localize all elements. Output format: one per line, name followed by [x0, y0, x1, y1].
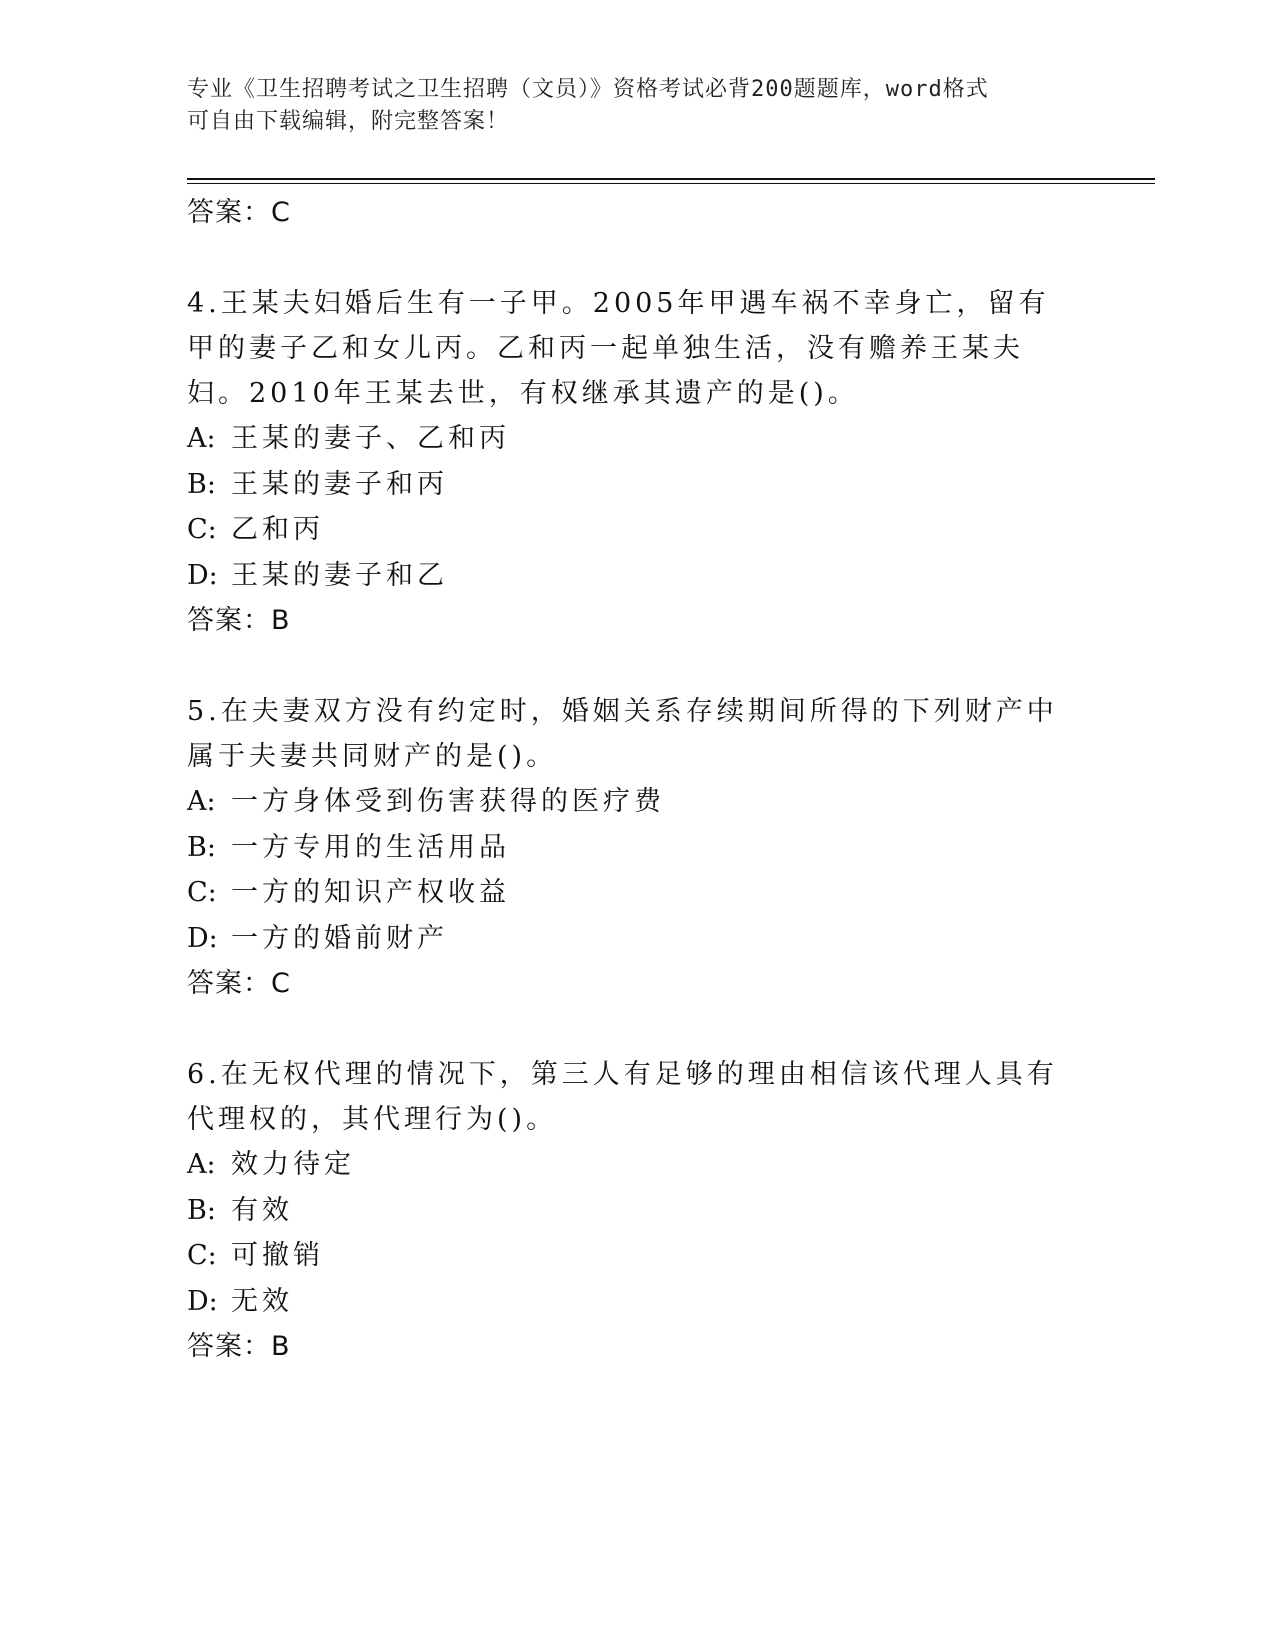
option-letter: C:	[187, 1240, 217, 1271]
option-d	[187, 1279, 1067, 1325]
option-text: 王某的妻子和乙	[231, 559, 448, 591]
question-6	[187, 1052, 1067, 1370]
option-letter: A:	[187, 786, 216, 817]
answer-line-3: 答案：C	[187, 197, 291, 228]
option-d	[187, 553, 1067, 599]
option-text: 效力待定	[231, 1149, 355, 1180]
option-text: 乙和丙	[231, 514, 324, 545]
answer-line: 答案：B	[187, 1331, 291, 1362]
option-text: 有效	[231, 1194, 293, 1226]
option-text: 一方的知识产权收益	[231, 877, 510, 908]
header-rule-thin	[187, 183, 1155, 184]
option-text: 王某的妻子、乙和丙	[231, 423, 510, 454]
option-a	[187, 1142, 1067, 1188]
page-header	[187, 74, 1067, 138]
option-letter: B:	[187, 468, 216, 500]
option-b	[187, 825, 1067, 871]
question-text: 6.在无权代理的情况下，第三人有足够的理由相信该代理人具有代理权的，其代理行为()。	[187, 1059, 1058, 1135]
question-text: 4.王某夫妇婚后生有一子甲。2005年甲遇车祸不幸身亡，留有甲的妻子乙和女儿丙。乙和丙一起单独生活，没有赡养王某夫妇。2010年王某去世，有权继承其遗产的是()。	[187, 288, 1050, 409]
option-letter: B:	[187, 831, 216, 863]
option-c	[187, 870, 1067, 916]
option-a	[187, 779, 1067, 825]
option-text: 可撤销	[231, 1240, 324, 1271]
header-line-2: 可自由下载编辑，附完整答案！	[187, 109, 510, 134]
option-letter: C:	[187, 514, 217, 545]
option-text: 无效	[231, 1285, 293, 1317]
question-content	[187, 190, 1067, 1370]
option-letter: D:	[187, 559, 218, 591]
question-5	[187, 689, 1067, 1007]
option-letter: A:	[187, 1149, 216, 1180]
question-4	[187, 281, 1067, 644]
option-letter: B:	[187, 1194, 216, 1226]
answer-line: 答案：B	[187, 605, 291, 636]
option-text: 一方专用的生活用品	[231, 831, 510, 863]
header-rule-thick	[187, 178, 1155, 180]
option-text: 一方身体受到伤害获得的医疗费	[231, 786, 665, 817]
option-c	[187, 507, 1067, 553]
option-b	[187, 1188, 1067, 1234]
option-c	[187, 1233, 1067, 1279]
option-letter: D:	[187, 1285, 218, 1317]
option-letter: D:	[187, 922, 218, 954]
answer-line: 答案：C	[187, 968, 291, 999]
header-line-1: 专业《卫生招聘考试之卫生招聘（文员）》资格考试必背200题题库，word格式	[187, 77, 989, 102]
option-text: 王某的妻子和丙	[231, 468, 448, 500]
option-b	[187, 462, 1067, 508]
option-text: 一方的婚前财产	[231, 922, 448, 954]
option-letter: C:	[187, 877, 217, 908]
option-a	[187, 416, 1067, 462]
option-d	[187, 916, 1067, 962]
question-text: 5.在夫妻双方没有约定时，婚姻关系存续期间所得的下列财产中属于夫妻共同财产的是()。	[187, 696, 1058, 772]
option-letter: A:	[187, 423, 216, 454]
